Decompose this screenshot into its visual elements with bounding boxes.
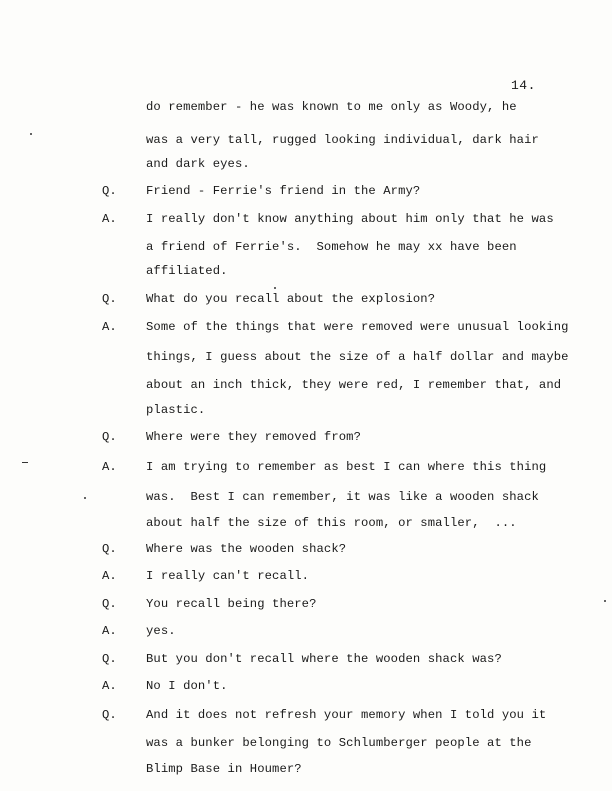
transcript-line: No I don't. (146, 679, 228, 693)
speaker-label: A. (102, 679, 117, 693)
stray-mark (84, 497, 86, 499)
speaker-label: A. (102, 569, 117, 583)
transcript-line: was a bunker belonging to Schlumberger people at the (146, 736, 532, 750)
stray-mark (22, 462, 28, 463)
transcript-line: things, I guess about the size of a half dollar and maybe (146, 350, 569, 364)
transcript-line: plastic. (146, 403, 206, 417)
speaker-label: Q. (102, 430, 117, 444)
transcript-line: yes. (146, 624, 176, 638)
transcript-line: do remember - he was known to me only as Woody, he (146, 100, 517, 114)
speaker-label: A. (102, 460, 117, 474)
transcript-line: was. Best I can remember, it was like a wooden shack (146, 490, 539, 504)
transcript-line: Friend - Ferrie's friend in the Army? (146, 184, 421, 198)
transcript-line: I am trying to remember as best I can where this thing (146, 460, 547, 474)
page-number: 14. (511, 78, 536, 93)
speaker-label: Q. (102, 542, 117, 556)
speaker-label: Q. (102, 652, 117, 666)
stray-mark (30, 133, 32, 135)
transcript-line: And it does not refresh your memory when I told you it (146, 708, 547, 722)
transcript-line: I really can't recall. (146, 569, 310, 583)
transcript-line: I really don't know anything about him only that he was (146, 212, 554, 226)
speaker-label: A. (102, 320, 117, 334)
stray-mark (604, 600, 606, 602)
transcript-line: about half the size of this room, or smaller, ... (146, 516, 517, 530)
transcript-line: Some of the things that were removed were unusual looking (146, 320, 569, 334)
transcript-line: a friend of Ferrie's. Somehow he may xx have been (146, 240, 517, 254)
speaker-label: Q. (102, 292, 117, 306)
transcript-line: What do you recall about the explosion? (146, 292, 436, 306)
stray-mark (274, 287, 276, 289)
transcript-line: about an inch thick, they were red, I remember that, and (146, 378, 562, 392)
transcript-line: was a very tall, rugged looking individual, dark hair (146, 133, 539, 147)
speaker-label: A. (102, 212, 117, 226)
transcript-line: You recall being there? (146, 597, 317, 611)
speaker-label: Q. (102, 597, 117, 611)
speaker-label: Q. (102, 184, 117, 198)
speaker-label: A. (102, 624, 117, 638)
transcript-line: But you don't recall where the wooden shack was? (146, 652, 502, 666)
transcript-line: and dark eyes. (146, 157, 250, 171)
transcript-line: Where were they removed from? (146, 430, 361, 444)
transcript-line: Where was the wooden shack? (146, 542, 347, 556)
speaker-label: Q. (102, 708, 117, 722)
transcript-line: affiliated. (146, 264, 228, 278)
transcript-line: Blimp Base in Houmer? (146, 762, 302, 776)
